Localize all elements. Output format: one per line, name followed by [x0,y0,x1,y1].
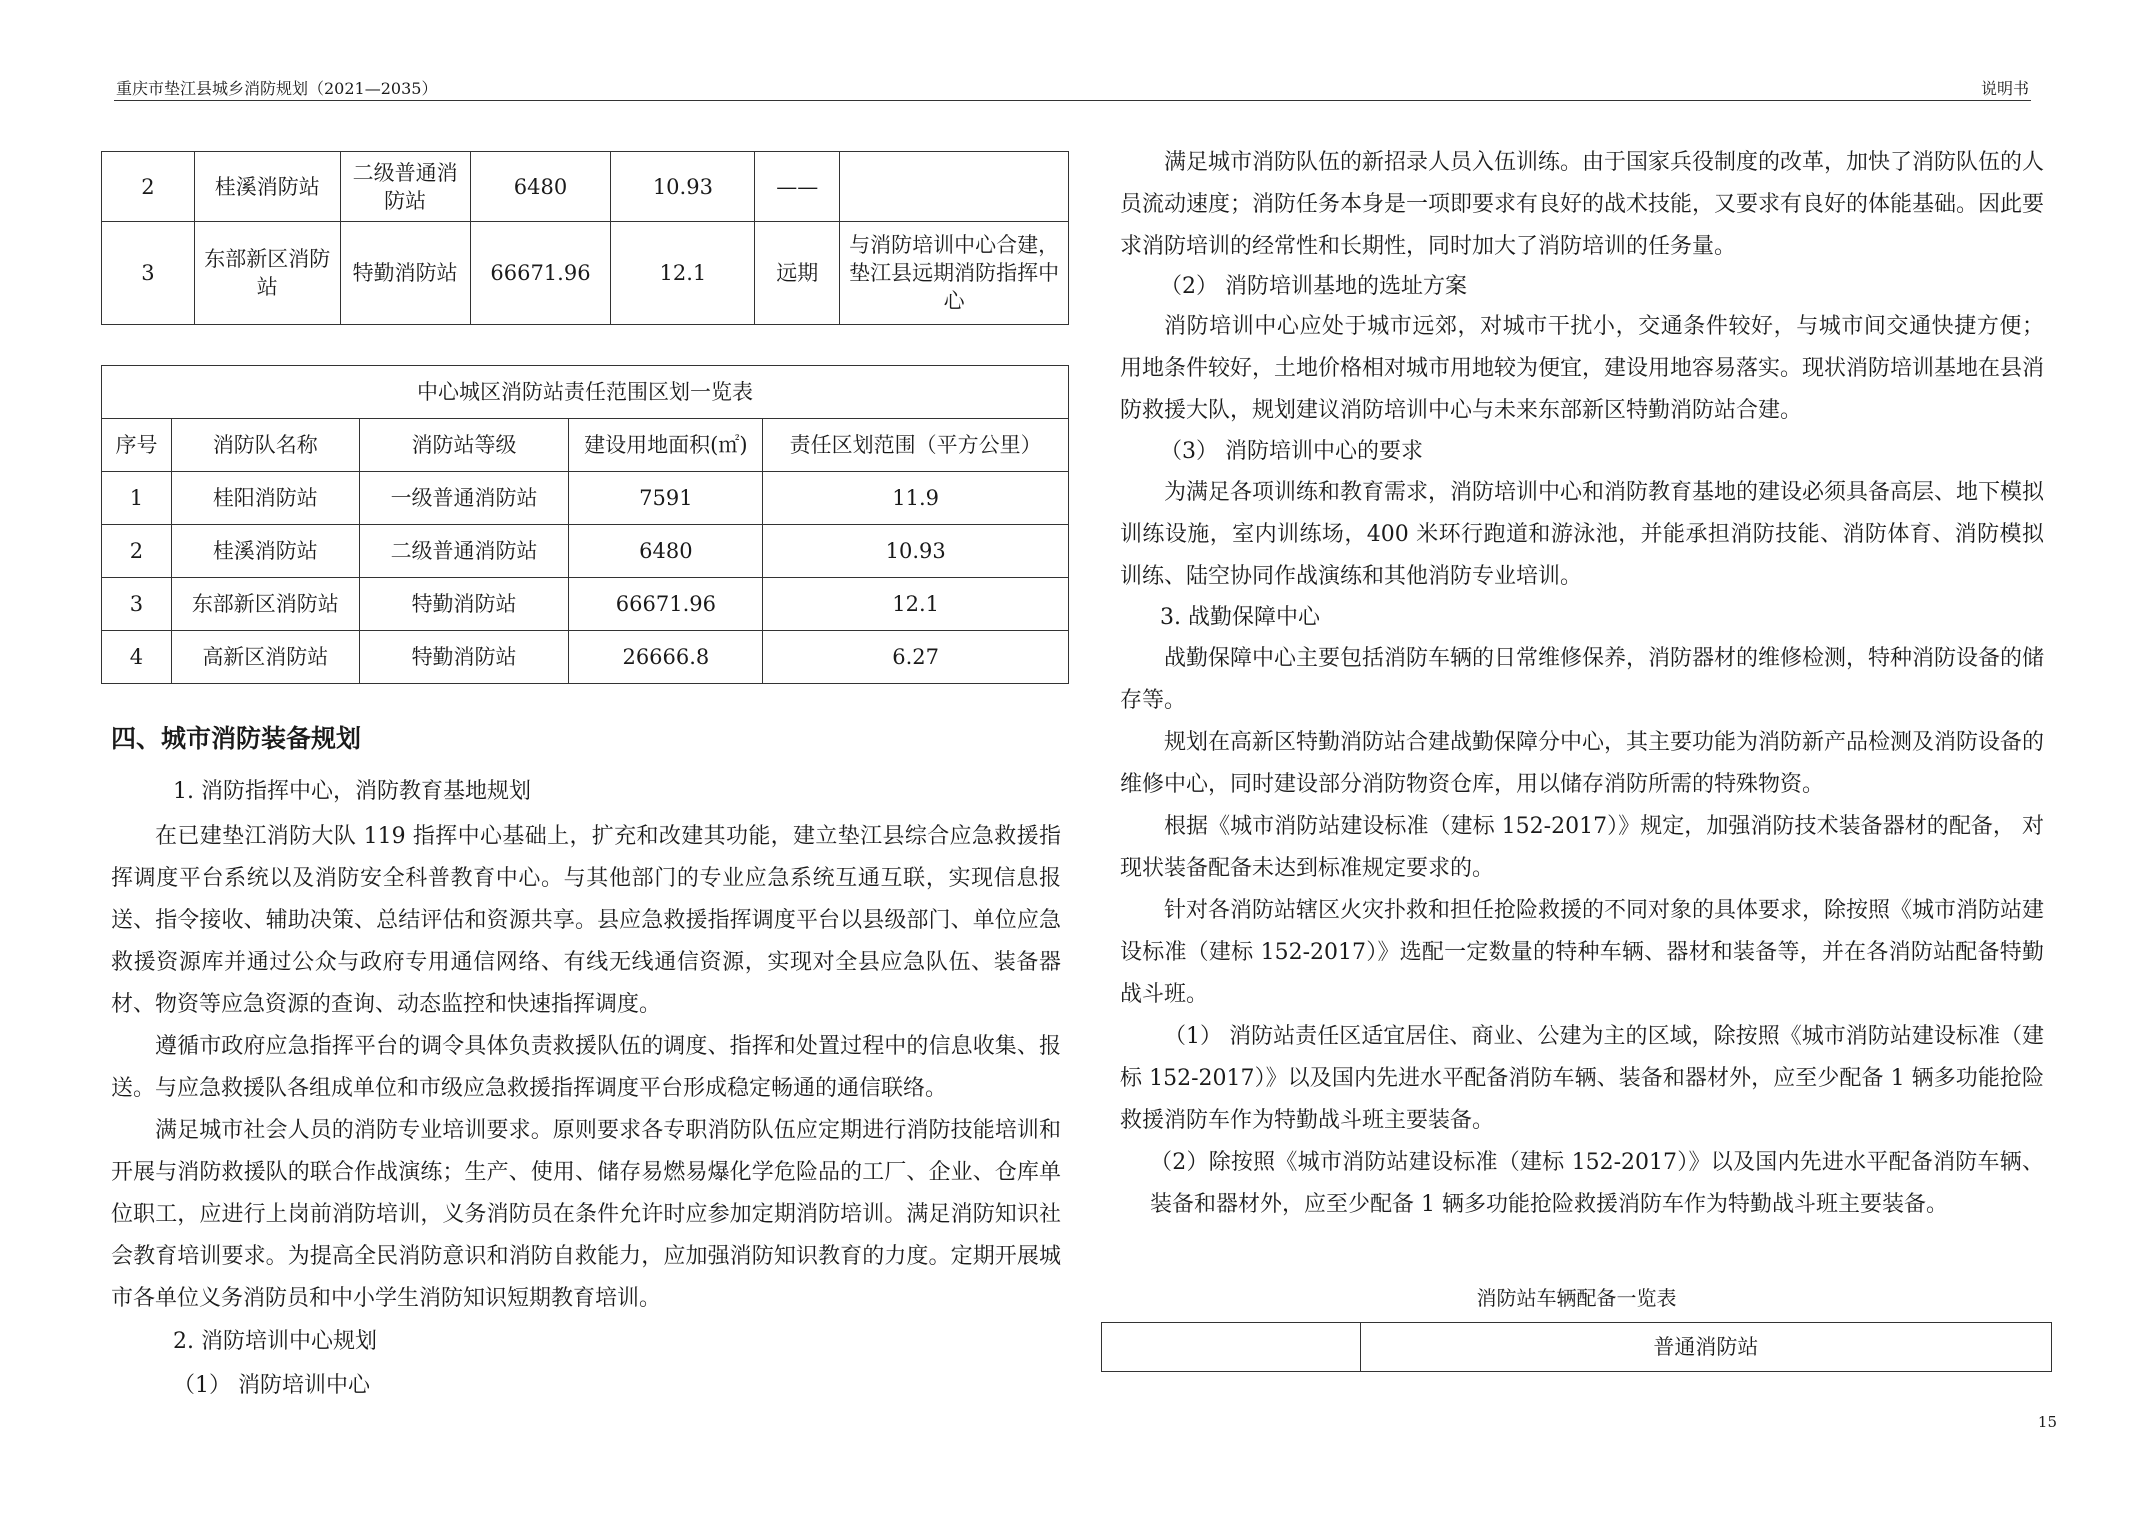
table-cell: 12.1 [611,222,755,325]
subsection-heading: （3） 消防培训中心的要求 [1160,439,1423,464]
table-cell: 二级普通消防站 [359,525,569,578]
table-cell: 2 [102,525,172,578]
fire-station-plan-table [101,151,1069,325]
table-cell: 6480 [470,152,611,222]
table-cell: 11.9 [763,472,1069,525]
paragraph: （1） 消防站责任区适宜居住、商业、公建为主的区域，除按照《城市消防站建设标准（建标 152-2017）》以及国内先进水平配备消防车辆、装备和器材外，应至少配备 1 辆多功能抢险救援消防车作为特勤战斗班主要装备。 [1120,1024,2044,1133]
table-cell: 10.93 [763,525,1069,578]
table-row [102,631,1069,684]
paragraph: （2）除按照《城市消防站建设标准（建标 152-2017）》以及国内先进水平配备消防车辆、装备和器材外，应至少配备 1 辆多功能抢险救援消防车作为特勤战斗班主要装备。 [1150,1150,2044,1217]
column-header: 消防站等级 [359,419,569,472]
table-row [102,578,1069,631]
paragraph: 根据《城市消防站建设标准（建标 152-2017）》规定，加强消防技术装备器材的配备， 对现状装备配备未达到标准规定要求的。 [1120,814,2044,881]
paragraph: 战勤保障中心主要包括消防车辆的日常维修保养，消防器材的维修检测，特种消防设备的储存等。 [1120,646,2045,713]
paragraph: 在已建垫江消防大队 119 指挥中心基础上，扩充和改建其功能，建立垫江县综合应急救援指挥调度平台系统以及消防安全科普教育中心。与其他部门的专业应急系统互通互联，实现信息报送、指令接收、辅助决策、总结评估和资源共享。县应急救援指挥调度平台以县级部门、单位应急救援资源库并通过公众与政府专用通信网络、有线无线通信资源，实现对全县应急队伍、装备器材、物资等应急资源的查询、动态监控和快速指挥调度。 [111,824,1061,1017]
table-caption-row [102,366,1069,419]
table-row [102,525,1069,578]
table-cell [840,152,1069,222]
table-row [102,152,1069,222]
table-cell: 6480 [569,525,763,578]
column-header: 责任区划范围（平方公里） [763,419,1069,472]
table-cell: 一级普通消防站 [359,472,569,525]
table-cell: 桂溪消防站 [194,152,340,222]
table-cell: 3 [102,222,195,325]
table-row [102,472,1069,525]
paragraph: 为满足各项训练和教育需求，消防培训中心和消防教育基地的建设必须具备高层、地下模拟训练设施，室内训练场，400 米环行跑道和游泳池，并能承担消防技能、消防体育、消防模拟训练、陆空协同作战演练和其他消防专业培训。 [1120,480,2045,589]
table-cell: 特勤消防站 [340,222,470,325]
left-column [111,716,1061,1408]
document-type: 说明书 [1980,79,2029,98]
table-cell: 特勤消防站 [359,631,569,684]
table-cell: 二级普通消防站 [340,152,470,222]
paragraph: 遵循市政府应急指挥平台的调令具体负责救援队伍的调度、指挥和处置过程中的信息收集、报送。与应急救援队各组成单位和市级应急救援指挥调度平台形成稳定畅通的通信联络。 [111,1034,1061,1101]
subsection-heading: （2） 消防培训基地的选址方案 [1160,274,1467,299]
table-caption: 中心城区消防站责任范围区划一览表 [102,366,1069,419]
table-cell: 东部新区消防站 [194,222,340,325]
table-cell: 高新区消防站 [171,631,359,684]
table-cell: 桂溪消防站 [171,525,359,578]
table-row [102,222,1069,325]
column-header: 消防队名称 [171,419,359,472]
table-cell: 66671.96 [470,222,611,325]
table-cell: 66671.96 [569,578,763,631]
document-title: 重庆市垫江县城乡消防规划（2021—2035） [116,79,438,98]
table-header-row [1102,1323,2052,1372]
table-cell: —— [755,152,840,222]
table-cell: 3 [102,578,172,631]
column-header: 建设用地面积(㎡) [569,419,763,472]
responsibility-area-table [101,365,1069,684]
paragraph: 满足城市社会人员的消防专业培训要求。原则要求各专职消防队伍应定期进行消防技能培训和开展与消防救援队的联合作战演练；生产、使用、储存易燃易爆化学危险品的工厂、企业、仓库单位职工，应进行上岗前消防培训，义务消防员在条件允许时应参加定期消防培训。满足消防知识社会教育培训要求。为提高全民消防意识和消防自救能力，应加强消防知识教育的力度。定期开展城市各单位义务消防员和中小学生消防知识短期教育培训。 [111,1118,1061,1311]
right-column [1120,142,2044,1226]
table-cell: 2 [102,152,195,222]
table-cell: 7591 [569,472,763,525]
page-number: 15 [2037,1413,2057,1431]
table-cell: 4 [102,631,172,684]
paragraph: 消防培训中心应处于城市远郊，对城市干扰小，交通条件较好，与城市间交通快捷方便； 用地条件较好，土地价格相对城市用地较为便宜，建设用地容易落实。现状消防培训基地在县消防救援大队，规划建议消防培训中心与未来东部新区特勤消防站合建。 [1120,314,2045,423]
table-cell [1102,1323,1361,1372]
column-header: 普通消防站 [1360,1323,2051,1372]
page-header [114,74,2031,101]
column-header: 序号 [102,419,172,472]
table-cell: 东部新区消防站 [171,578,359,631]
paragraph: 规划在高新区特勤消防站合建战勤保障分中心，其主要功能为消防新产品检测及消防设备的维修中心，同时建设部分消防物资仓库，用以储存消防所需的特殊物资。 [1120,730,2045,797]
table-cell: 特勤消防站 [359,578,569,631]
table-cell: 桂阳消防站 [171,472,359,525]
subsection-heading: 2. 消防培训中心规划 [173,1329,377,1354]
table-cell: 26666.8 [569,631,763,684]
paragraph: 针对各消防站辖区火灾扑救和担任抢险救援的不同对象的具体要求，除按照《城市消防站建设标准（建标 152-2017）》选配一定数量的特种车辆、器材和装备等，并在各消防站配备特勤战斗班。 [1120,898,2045,1007]
section-title: 四、城市消防装备规划 [111,724,362,753]
subsection-heading: 1. 消防指挥中心，消防教育基地规划 [173,779,531,804]
table-header-row [102,419,1069,472]
table-cell: 12.1 [763,578,1069,631]
subsection-heading: 3. 战勤保障中心 [1160,605,1320,630]
table-cell: 6.27 [763,631,1069,684]
table-cell: 1 [102,472,172,525]
table-cell: 远期 [755,222,840,325]
table-cell: 10.93 [611,152,755,222]
subsection-heading: （1） 消防培训中心 [173,1373,370,1398]
table-cell: 与消防培训中心合建，垫江县远期消防指挥中心 [840,222,1069,325]
vehicle-allocation-table [1101,1322,2052,1372]
paragraph: 满足城市消防队伍的新招录人员入伍训练。由于国家兵役制度的改革，加快了消防队伍的人员流动速度；消防任务本身是一项即要求有良好的战术技能，又要求有良好的体能基础。因此要求消防培训的经常性和长期性，同时加大了消防培训的任务量。 [1120,150,2045,259]
table-caption: 消防站车辆配备一览表 [1476,1286,1677,1310]
